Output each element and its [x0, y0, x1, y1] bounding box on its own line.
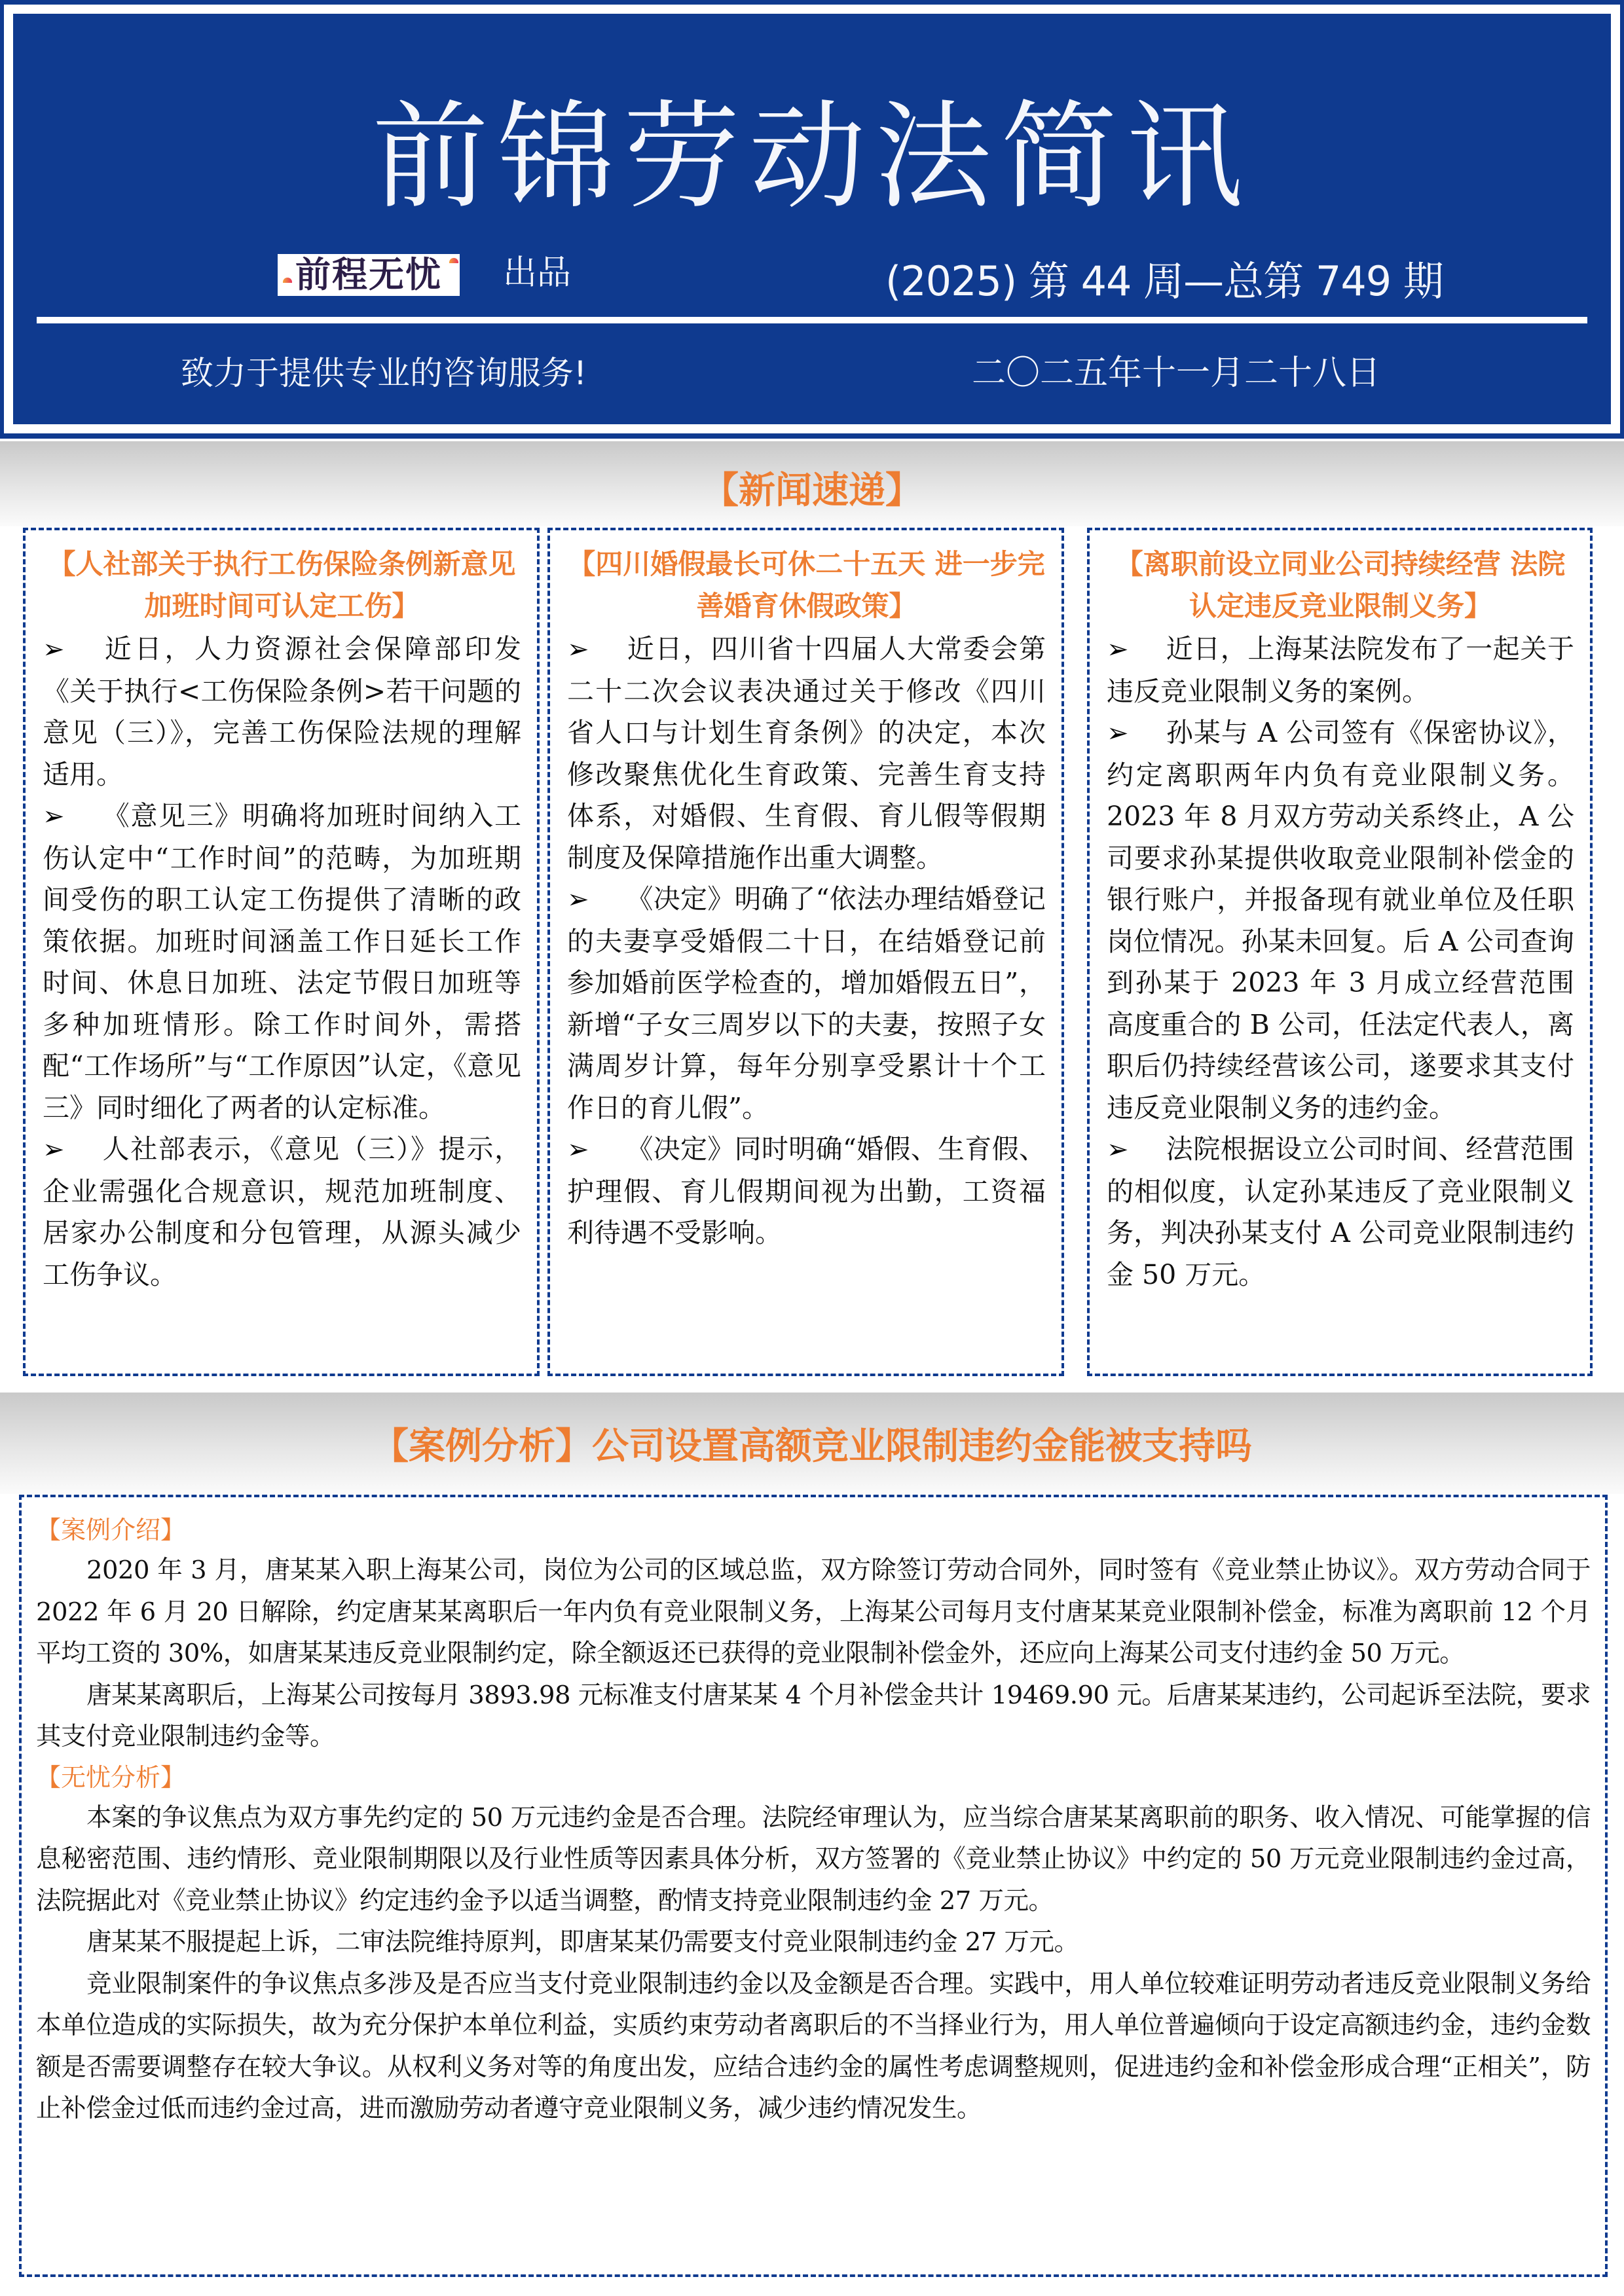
analysis-paragraph: 本案的争议焦点为双方事先约定的 50 万元违约金是否合理。法院经审理认为，应当综合唐某某离职前的职务、收入情况、可能掌握的信息秘密范围、违约情形、竞业限制期限以及行业性质等因素具体分析，双方签署的《竞业禁止协议》中约定的 50 万元竞业限制违约金过高，法院据此对《竞业禁止协议》约定违约金予以适当调整，酌情支持竞业限制违约金 27 万元。 [36, 1802, 1591, 1916]
news-paragraph [43, 1129, 521, 1296]
header-divider [37, 317, 1587, 323]
publisher-logo [278, 254, 460, 296]
analysis-paragraph: 唐某某不服提起上诉，二审法院维持原判，即唐某某仍需要支付竞业限制违约金 27 万元。 [86, 1927, 1079, 1957]
logo-accent-icon [283, 278, 292, 283]
news-paragraph [1107, 1129, 1574, 1296]
news-headline: 【离职前设立同业公司持续经营 法院认定违反竞业限制义务】 [1115, 548, 1566, 622]
analysis-paragraph: 竞业限制案件的争议焦点多涉及是否应当支付竞业限制违约金以及金额是否合理。实践中，用人单位较难证明劳动者违反竞业限制义务给本单位造成的实际损失，故为充分保护本单位利益，实质约束劳动者离职后的不当择业行为，用人单位普遍倾向于设定高额违约金，违约金数额是否需要调整存在较大争议。从权利义务对等的角度出发，应结合违约金的属性考虑调整规则，促进违约金和补偿金形成合理“正相关”，防止补偿金过低而违约金过高，进而激励劳动者遵守竞业限制义务，减少违约情况发生。 [36, 1969, 1591, 2123]
news-column [23, 528, 540, 1376]
news-paragraph [567, 879, 1046, 1129]
news-paragraph-text: 孙某与 A 公司签有《保密协议》，约定离职两年内负有竞业限制义务。2023 年 8 月双方劳动关系终止，A 公司要求孙某提供收取竞业限制补偿金的银行账户，并报备现有就业单位及任职岗位情况。孙某未回复。后 A 公司查询到孙某于 2023 年 3 月成立经营范围高度重合的 B 公司，任法定代表人，离职后仍持续经营该公司，遂要求其支付违反竞业限制义务的违约金。 [1107, 717, 1574, 1123]
case-paragraph: 2020 年 3 月，唐某某入职上海某公司，岗位为公司的区域总监，双方除签订劳动合同外，同时签有《竞业禁止协议》。双方劳动合同于 2022 年 6 月 20 日解除，约定唐某某离职后一年内负有竞业限制义务，上海某公司每月支付唐某某竞业限制补偿金，标准为离职前 12 个月平均工资的 30%，如唐某某违反竞业限制约定，除全额返还已获得的竞业限制补偿金外，还应向上海某公司支付违约金 50 万元。 [36, 1556, 1591, 1668]
slogan: 致力于提供专业的咨询服务! [181, 354, 587, 392]
arrow-bullet-icon: ➢ [43, 1135, 65, 1165]
arrow-bullet-icon: ➢ [1107, 1135, 1129, 1165]
news-paragraph-text: 近日，上海某法院发布了一起关于违反竞业限制义务的案例。 [1107, 633, 1574, 707]
news-paragraph-text: 《决定》同时明确“婚假、生育假、护理假、育儿假期间视为出勤，工资福利待遇不受影响。 [567, 1133, 1046, 1248]
news-paragraph-text: 近日，四川省十四届人大常委会第二十二次会议表决通过关于修改《四川省人口与计划生育条例》的决定，本次修改聚焦优化生育政策、完善生育支持体系，对婚假、生育假、育儿假等假期制度及保障措施作出重大调整。 [567, 633, 1046, 873]
arrow-bullet-icon: ➢ [1107, 718, 1129, 748]
case-intro-label: 【案例介绍】 [36, 1516, 186, 1544]
case-paragraph: 唐某某离职后，上海某公司按每月 3893.98 元标准支付唐某某 4 个月补偿金共计 19469.90 元。后唐某某违约，公司起诉至法院，要求其支付竞业限制违约金等。 [36, 1680, 1591, 1751]
news-headline: 【人社部关于执行工伤保险条例新意见 加班时间可认定工伤】 [48, 548, 516, 622]
produced-by-label: 出品 [503, 253, 572, 293]
news-paragraph [1107, 629, 1574, 712]
news-paragraph [1107, 712, 1574, 1129]
news-headline: 【四川婚假最长可休二十五天 进一步完善婚育休假政策】 [568, 548, 1045, 622]
arrow-bullet-icon: ➢ [43, 634, 65, 665]
logo-wordmark: 前程无忧 [295, 254, 442, 295]
masthead [0, 0, 1624, 439]
news-column [547, 528, 1064, 1376]
news-paragraph-text: 法院根据设立公司时间、经营范围的相似度，认定孙某违反了竞业限制义务，判决孙某支付 A 公司竞业限制违约金 50 万元。 [1107, 1133, 1574, 1290]
news-paragraph [43, 795, 521, 1129]
arrow-bullet-icon: ➢ [567, 1135, 589, 1165]
issue-number: (2025) 第 44 周—总第 749 期 [885, 257, 1443, 305]
news-paragraph-text: 近日，人力资源社会保障部印发《关于执行<工伤保险条例>若干问题的意见（三）》，完善工伤保险法规的理解适用。 [43, 633, 521, 790]
case-analysis-box [19, 1495, 1608, 2277]
news-paragraph [43, 629, 521, 795]
newsletter-title: 前锦劳动法简讯 [372, 89, 1252, 225]
arrow-bullet-icon: ➢ [1107, 634, 1129, 665]
news-paragraph-text: 《意见三》明确将加班时间纳入工伤认定中“工作时间”的范畴，为加班期间受伤的职工认定工伤提供了清晰的政策依据。加班时间涵盖工作日延长工作时间、休息日加班、法定节假日加班等多种加班情形。除工作时间外，需搭配“工作场所”与“工作原因”认定，《意见三》同时细化了两者的认定标准。 [43, 800, 521, 1123]
news-paragraph [567, 629, 1046, 879]
logo-accent-icon [449, 258, 458, 263]
arrow-bullet-icon: ➢ [567, 884, 589, 915]
analysis-label: 【无忧分析】 [36, 1762, 186, 1792]
news-paragraph [567, 1129, 1046, 1254]
arrow-bullet-icon: ➢ [567, 634, 589, 665]
news-paragraph-text: 人社部表示，《意见（三）》提示，企业需强化合规意识，规范加班制度、居家办公制度和分包管理，从源头减少工伤争议。 [43, 1133, 521, 1290]
case-section-title: 【案例分析】公司设置高额竞业限制违约金能被支持吗 [372, 1425, 1252, 1468]
news-section-title: 【新闻速递】 [702, 469, 922, 512]
arrow-bullet-icon: ➢ [43, 801, 65, 831]
news-column [1087, 528, 1593, 1376]
issue-date: 二〇二五年十一月二十八日 [972, 354, 1381, 393]
news-paragraph-text: 《决定》明确了“依法办理结婚登记的夫妻享受婚假二十日，在结婚登记前参加婚前医学检查的，增加婚假五日”，新增“子女三周岁以下的夫妻，按照子女满周岁计算，每年分别享受累计十个工作日的育儿假”。 [567, 883, 1046, 1123]
